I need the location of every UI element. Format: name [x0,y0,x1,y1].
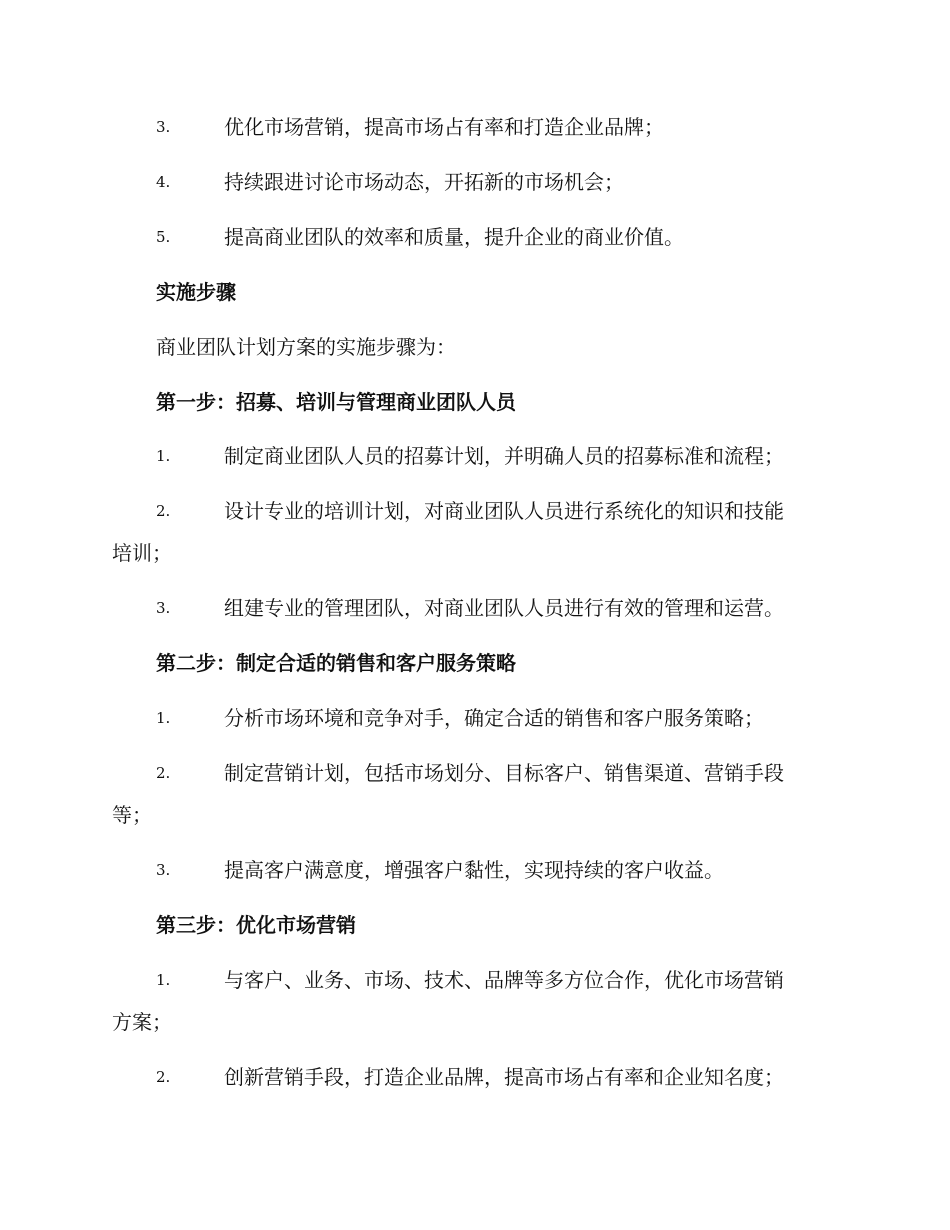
list-number: 2. [156,764,171,782]
list-number: 2. [156,1068,171,1086]
list-number: 2. [156,502,171,520]
list-number: 1. [156,447,171,465]
section-intro: 商业团队计划方案的实施步骤为： [156,335,456,359]
list-text-continuation: 等； [112,803,152,827]
list-number: 1. [156,709,171,727]
list-number: 4. [156,173,171,191]
list-text: 设计专业的培训计划，对商业团队人员进行系统化的知识和技能 [224,499,784,523]
list-text: 与客户、业务、市场、技术、品牌等多方位合作，优化市场营销 [224,968,784,992]
list-number: 3. [156,861,171,879]
list-number: 5. [156,228,171,246]
list-text: 制定营销计划，包括市场划分、目标客户、销售渠道、营销手段 [224,761,784,785]
list-number: 3. [156,599,171,617]
section-title: 实施步骤 [156,280,236,304]
list-text: 创新营销手段，打造企业品牌，提高市场占有率和企业知名度； [224,1065,784,1089]
step1-title: 第一步：招募、培训与管理商业团队人员 [156,390,516,414]
list-text: 制定商业团队人员的招募计划，并明确人员的招募标准和流程； [224,444,784,468]
list-text: 优化市场营销，提高市场占有率和打造企业品牌； [224,115,664,139]
step3-title: 第三步：优化市场营销 [156,913,356,937]
list-text: 提高商业团队的效率和质量，提升企业的商业价值。 [224,225,684,249]
list-number: 3. [156,118,171,136]
list-text: 组建专业的管理团队，对商业团队人员进行有效的管理和运营。 [224,596,784,620]
step2-title: 第二步：制定合适的销售和客户服务策略 [156,651,516,675]
list-number: 1. [156,971,171,989]
list-text: 提高客户满意度，增强客户黏性，实现持续的客户收益。 [224,858,724,882]
list-text-continuation: 培训； [112,541,172,565]
list-text: 持续跟进讨论市场动态，开拓新的市场机会； [224,170,624,194]
list-text-continuation: 方案； [112,1010,172,1034]
list-text: 分析市场环境和竞争对手，确定合适的销售和客户服务策略； [224,706,764,730]
